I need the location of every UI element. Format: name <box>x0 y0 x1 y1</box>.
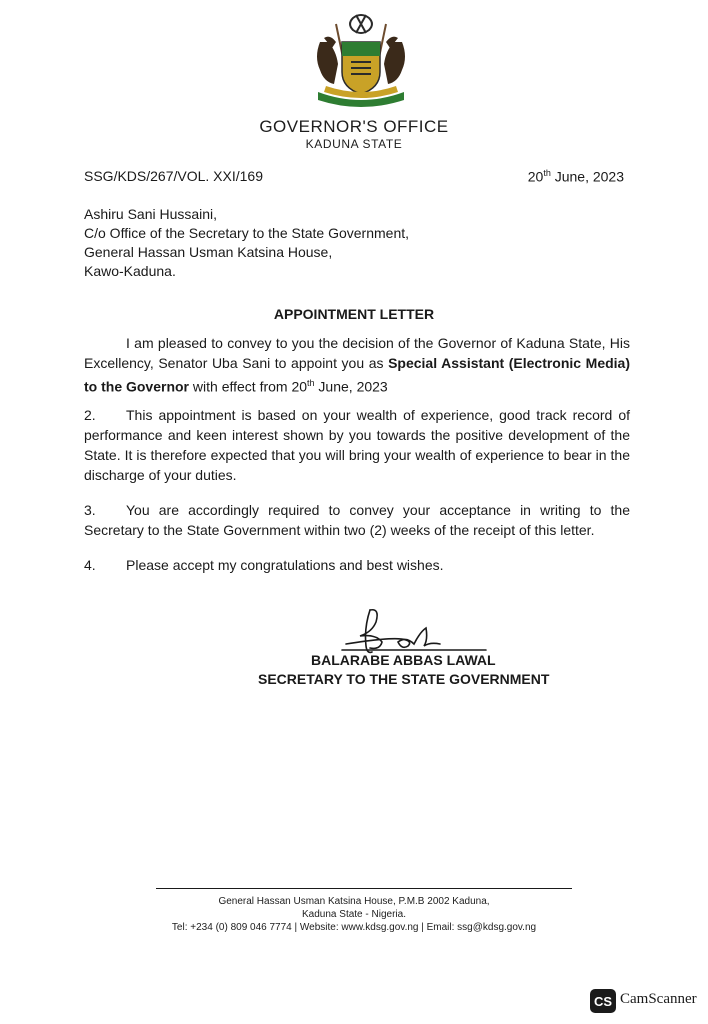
recipient-address <box>84 205 409 281</box>
letter-date: 20th June, 2023 <box>527 168 624 185</box>
address-line: Ashiru Sani Hussaini, <box>84 206 218 222</box>
paragraph-3: 3. You are accordingly required to convey your acceptance in writing to the Secretary to the State Government within two (2) weeks of the receipt of this letter. <box>84 502 630 538</box>
address-line: General Hassan Usman Katsina House, <box>84 244 333 260</box>
paragraph-4: 4. Please accept my congratulations and best wishes. <box>84 557 444 573</box>
footer-divider <box>156 888 572 889</box>
paragraph-2: 2. This appointment is based on your wealth of experience, good track record of performance and keen interest shown by you towards the positive development of the State. It is therefore expected that you will bring your wealth of experience to bear in the discharge of your duties. <box>84 407 630 483</box>
paragraph-1: I am pleased to convey to you the decision of the Governor of Kaduna State, His Excellency, Senator Uba Sani to appoint you as Special Assistant (Electronic Media) to the Governor with effect from 20th June, 2023 <box>84 335 630 395</box>
address-line: Kawo-Kaduna. <box>84 263 176 279</box>
reference-number: SSG/KDS/267/VOL. XXI/169 <box>84 168 263 184</box>
office-title: GOVERNOR'S OFFICE <box>259 117 449 136</box>
signatory-title: SECRETARY TO THE STATE GOVERNMENT <box>258 671 550 687</box>
coat-of-arms-icon <box>306 12 416 112</box>
footer-state: Kaduna State - Nigeria. <box>302 909 406 920</box>
camscanner-logo-icon: CS <box>590 989 616 1013</box>
state-name: KADUNA STATE <box>305 137 403 151</box>
footer-contacts: Tel: +234 (0) 809 046 7774 | Website: www.kdsg.gov.ng | Email: ssg@kdsg.gov.ng <box>171 922 537 933</box>
camscanner-watermark: CamScanner <box>620 991 697 1007</box>
signatory-name: BALARABE ABBAS LAWAL <box>311 652 496 668</box>
letter-subject: APPOINTMENT LETTER <box>273 306 435 322</box>
footer-address: General Hassan Usman Katsina House, P.M.B 2002 Kaduna, <box>218 896 490 907</box>
address-line: C/o Office of the Secretary to the State Government, <box>84 225 410 241</box>
